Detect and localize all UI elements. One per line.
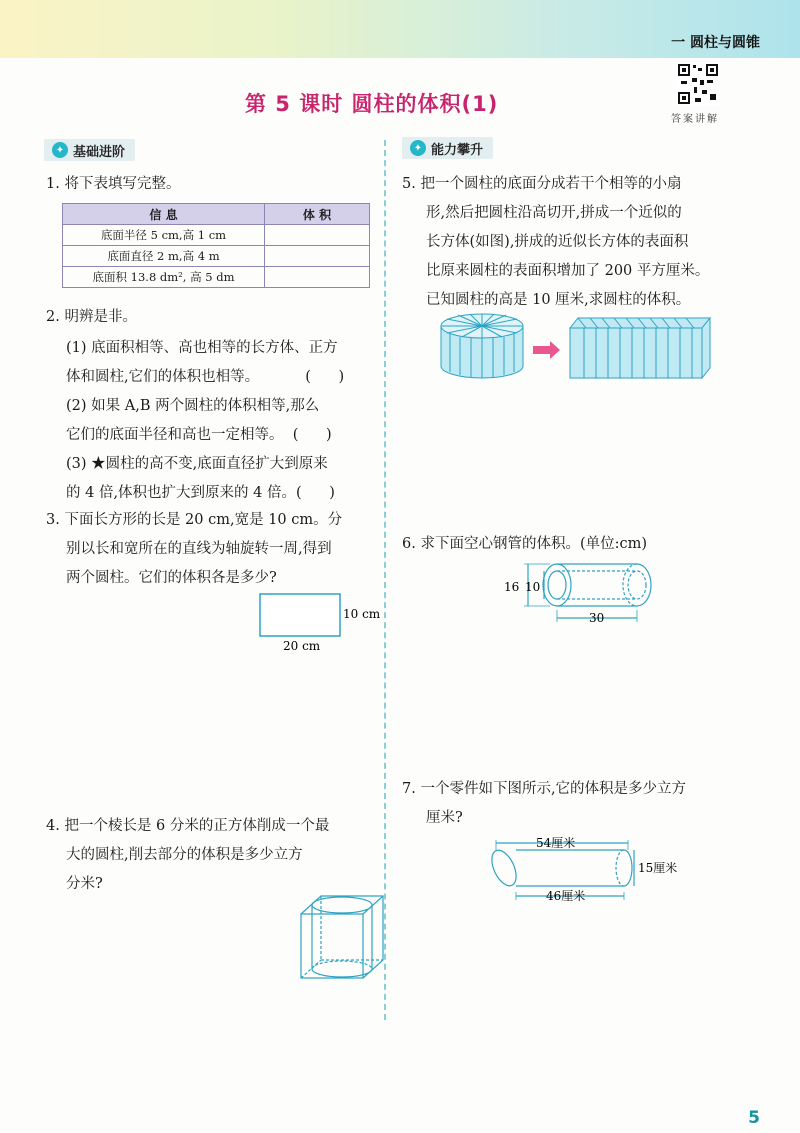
q7-bottom-label: 46厘米: [546, 889, 586, 903]
q6-hollow-pipe-figure: [500, 560, 660, 630]
q2-line: 的 4 倍,体积也扩大到原来的 4 倍。( ): [66, 485, 335, 501]
q2-line: 体和圆柱,它们的体积也相等。 ( ): [66, 369, 345, 385]
q5-line: 长方体(如图),拼成的近似长方体的表面积: [426, 234, 689, 250]
q3-line: 两个圆柱。它们的体积各是多少?: [66, 570, 277, 586]
q5-line: 形,然后把圆柱沿高切开,拼成一个近似的: [426, 205, 682, 221]
q6-prompt: 6. 求下面空心钢管的体积。(单位:cm): [402, 536, 648, 552]
table-answer-cell[interactable]: [265, 267, 370, 288]
q2-line: (2) 如果 A,B 两个圆柱的体积相等,那么: [66, 398, 320, 414]
q2-body: [66, 334, 381, 508]
q1-prompt: 1. 将下表填写完整。: [46, 176, 181, 192]
q2-line: (1) 底面积相等、高也相等的长方体、正方: [66, 340, 338, 356]
q3-line: 3. 下面长方形的长是 20 cm,宽是 10 cm。分: [46, 512, 343, 528]
lesson-title: 第 5 课时 圆柱的体积(1): [245, 92, 499, 116]
q7-slanted-cylinder-figure: [484, 830, 714, 910]
q3-rectangle-figure: [255, 590, 385, 655]
q7-height-label: 15厘米: [638, 861, 678, 875]
table-header-info: 信 息: [63, 204, 265, 225]
q4-line: 分米?: [66, 876, 103, 892]
q4-line: 4. 把一个棱长是 6 分米的正方体削成一个最: [46, 818, 330, 834]
page-number: 5: [748, 1108, 760, 1128]
q5-cylinder-to-cuboid-figure: [438, 310, 718, 385]
qr-code-icon[interactable]: [676, 62, 720, 106]
table-answer-cell[interactable]: [265, 225, 370, 246]
table-cell: 底面直径 2 m,高 4 m: [63, 246, 265, 267]
q2-title: 2. 明辨是非。: [46, 309, 137, 325]
table-cell: 底面半径 5 cm,高 1 cm: [63, 225, 265, 246]
qr-label: 答案讲解: [671, 114, 719, 125]
table-answer-cell[interactable]: [265, 246, 370, 267]
q7-top-label: 54厘米: [536, 836, 576, 850]
q4-cube-cylinder-figure: [295, 890, 395, 990]
q7-body: [402, 775, 782, 833]
table-header-volume: 体 积: [265, 204, 370, 225]
q5-line: 5. 把一个圆柱的底面分成若干个相等的小扇: [402, 176, 682, 192]
table-row: [63, 267, 370, 288]
table-row: [63, 246, 370, 267]
section-label-advanced: 能力攀升: [431, 142, 484, 158]
arrow-right-icon: [533, 341, 560, 359]
q3-line: 别以长和宽所在的直线为轴旋转一周,得到: [66, 541, 332, 557]
table-cell: 底面积 13.8 dm², 高 5 dm: [63, 267, 265, 288]
q1-table: [62, 203, 370, 288]
q7-line: 厘米?: [426, 810, 463, 826]
q5-line: 比原来圆柱的表面积增加了 200 平方厘米。: [426, 263, 710, 279]
runner-icon: ✦: [52, 142, 68, 158]
section-tag-advanced: [402, 137, 493, 159]
q6-outer-label: 16: [504, 580, 520, 594]
q6-inner-label: 10: [525, 580, 541, 594]
q3-length-label: 20 cm: [283, 639, 321, 653]
q3-body: [46, 506, 376, 593]
section-tag-basic: [44, 139, 135, 161]
q3-width-label: 10 cm: [343, 607, 381, 621]
table-row: [63, 225, 370, 246]
q5-line: 已知圆柱的高是 10 厘米,求圆柱的体积。: [426, 292, 691, 308]
q7-line: 7. 一个零件如下图所示,它的体积是多少立方: [402, 781, 687, 797]
q6-length-label: 30: [589, 611, 605, 625]
chapter-label: 一 圆柱与圆锥: [671, 35, 760, 51]
q4-body: [46, 812, 381, 899]
climber-icon: ✦: [410, 140, 426, 156]
column-divider: [384, 140, 386, 1020]
section-label-basic: 基础进阶: [73, 144, 126, 160]
q4-line: 大的圆柱,削去部分的体积是多少立方: [66, 847, 303, 863]
q2-line: 它们的底面半径和高也一定相等。 ( ): [66, 427, 332, 443]
q5-body: [402, 170, 782, 315]
q2-line: (3) ★圆柱的高不变,底面直径扩大到原来: [66, 456, 328, 472]
